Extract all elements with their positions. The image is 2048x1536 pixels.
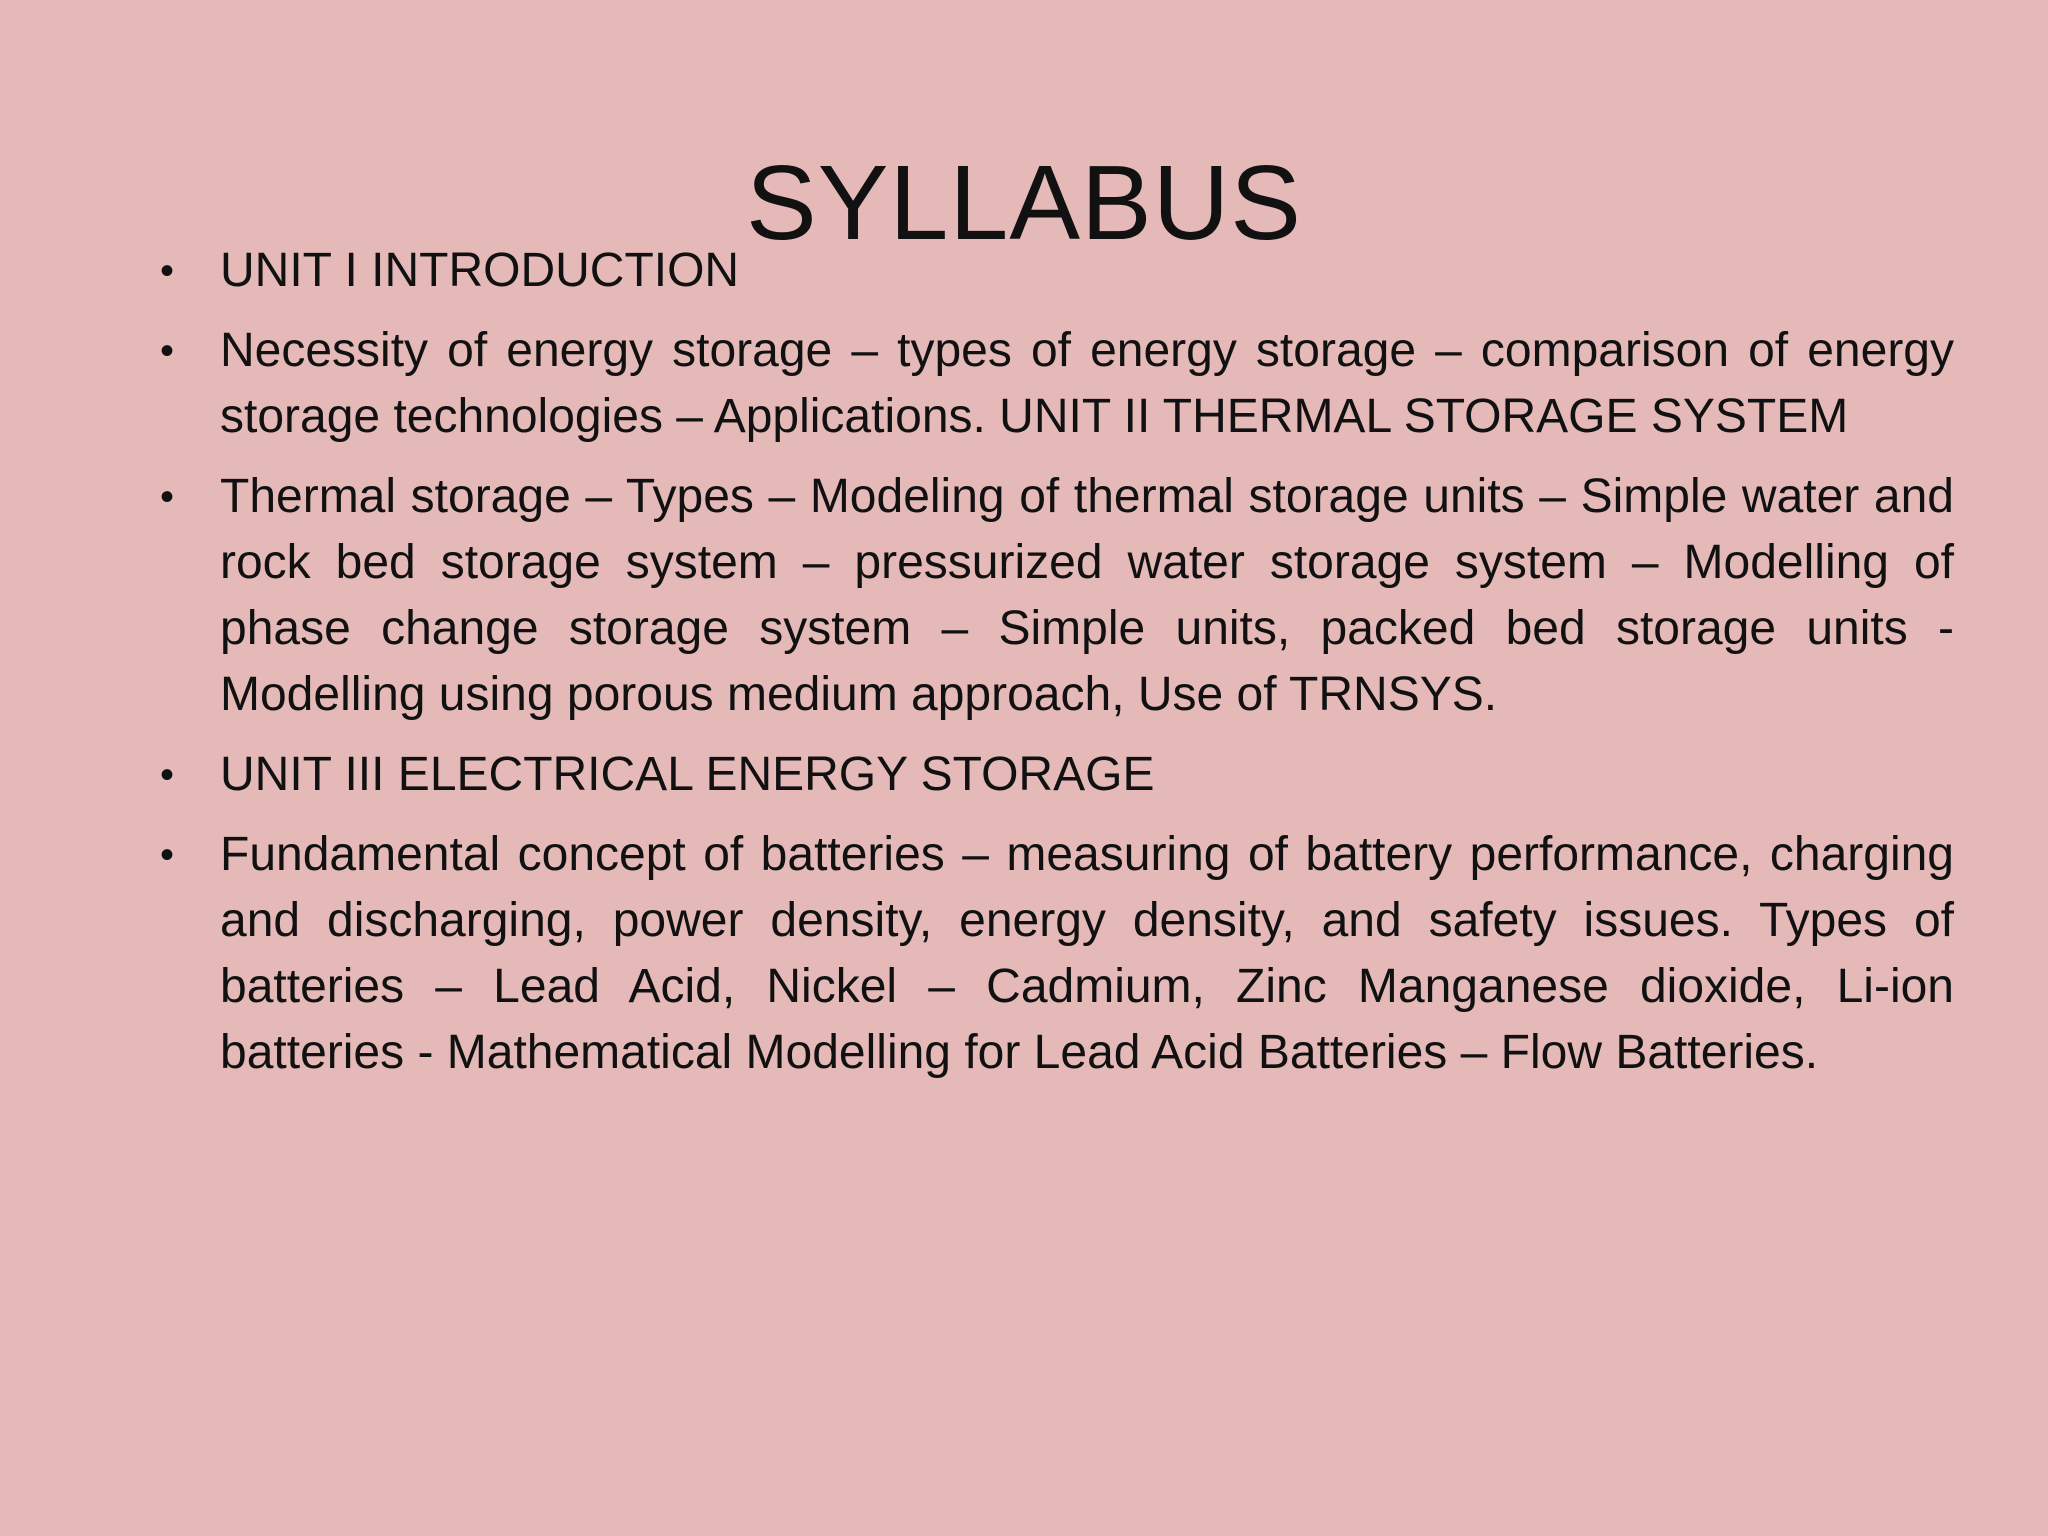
bullet-text: UNIT I INTRODUCTION xyxy=(220,244,740,297)
bullet-unit-3-heading xyxy=(160,742,1954,808)
bullet-text: UNIT III ELECTRICAL ENERGY STORAGE xyxy=(220,748,1155,801)
bullet-unit-1-heading xyxy=(160,238,1954,304)
bullet-unit-1-content xyxy=(160,318,1954,450)
bullet-unit-3-content xyxy=(160,822,1954,1086)
bullet-dot-icon: • xyxy=(160,833,175,877)
bullet-text: Necessity of energy storage – types of energy storage – comparison of energy storage technologies – Applications. UNIT II THERMAL STORAGE SYSTEM xyxy=(220,324,1954,443)
bullet-dot-icon: • xyxy=(160,475,175,519)
bullet-text: Fundamental concept of batteries – measuring of battery performance, charging and discharging, power density, energy density, and safety issues. Types of batteries – Lead Acid, Nickel – Cadmium, Zinc Manganese dioxide, Li-ion batteries - Mathematical Modelling for Lead Acid Batteries – Flow Batteries. xyxy=(220,828,1954,1079)
bullet-dot-icon: • xyxy=(160,249,175,293)
bullet-dot-icon: • xyxy=(160,753,175,797)
bullet-dot-icon: • xyxy=(160,329,175,373)
slide-title: SYLLABUS xyxy=(746,144,1302,262)
bullet-list xyxy=(160,238,1954,1100)
bullet-text: Thermal storage – Types – Modeling of thermal storage units – Simple water and rock bed storage system – pressurized water storage system – Modelling of phase change storage system – Simple units, packed bed storage units - Modelling using porous medium approach, Use of TRNSYS. xyxy=(220,470,1954,721)
bullet-unit-2-content xyxy=(160,464,1954,728)
